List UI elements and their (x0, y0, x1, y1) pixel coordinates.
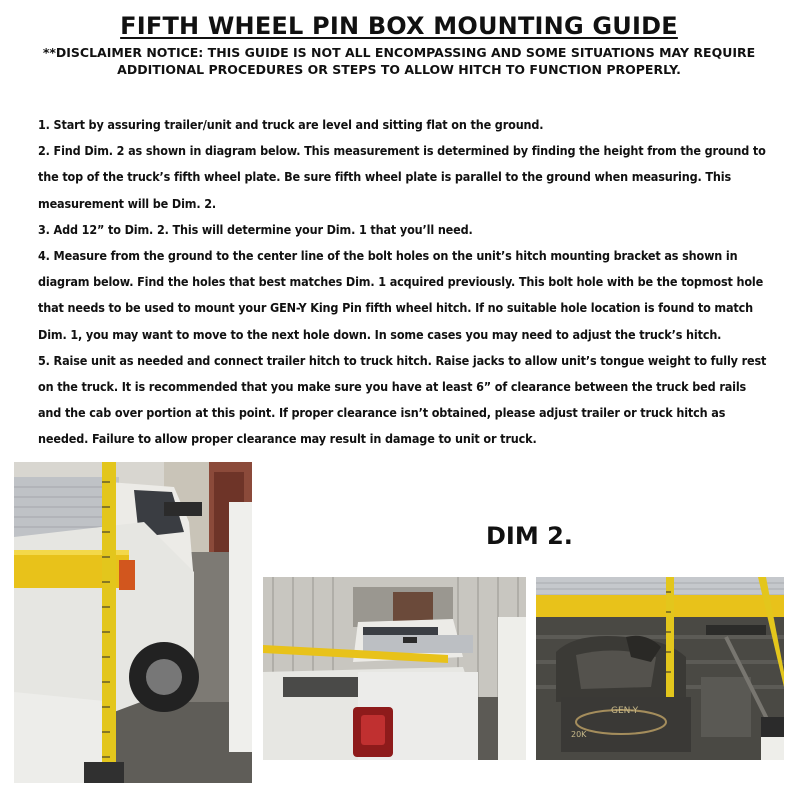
step-4: 4. Measure from the ground to the center line of the bolt holes on the unit’s hitch mounting bracket as shown in diagram below. Find the holes that best matches Dim. 1 acquired previously. This bolt hole with be the topmost hole that needs to be used to mount your GEN-Y King Pin fifth wheel hitch. If no suitable hole location is found to match Dim. 1, you may want to move to the next hole down. In some cases you may need to adjust the truck’s hitch. (38, 248, 764, 342)
disclaimer-notice: **DISCLAIMER NOTICE: THIS GUIDE IS NOT ALL ENCOMPASSING AND SOME SITUATIONS MAY REQUIRE ADDITIONAL PROCEDURES OR STEPS TO ALLOW HITCH TO FUNCTION PROPERLY. (42, 45, 756, 77)
truck-bed-rear-view-photo (263, 577, 526, 760)
hitch-marking-genY: GEN-Y (611, 706, 639, 716)
step-1: 1. Start by assuring trailer/unit and truck are level and sitting flat on the ground. (38, 117, 544, 132)
hitch-marking-20k: 20K (571, 730, 587, 739)
instruction-steps (38, 112, 768, 453)
step-3: 3. Add 12” to Dim. 2. This will determine your Dim. 1 that you’ll need. (38, 221, 473, 237)
page-title-text: FIFTH WHEEL PIN BOX MOUNTING GUIDE (120, 12, 678, 40)
dim-2-label: DIM 2. (486, 522, 573, 550)
truck-side-measurement-photo (14, 462, 252, 783)
step-5: 5. Raise unit as needed and connect trailer hitch to truck hitch. Raise jacks to allow unit’s tongue weight to fully rest on the truck. It is recommended that you make sure you have at least 6” of clearance between the truck bed rails and the cab over portion at this point. If proper clearance isn’t obtained, please adjust trailer or truck hitch as needed. Failure to allow proper clearance may result in damage to unit or truck. (38, 352, 767, 447)
fifth-wheel-hitch-measurement-photo (536, 577, 784, 760)
page-title (0, 12, 798, 40)
step-2: 2. Find Dim. 2 as shown in diagram below. This measurement is determined by finding the height from the ground to the top of the truck’s fifth wheel plate. Be sure fifth wheel plate is parallel to the ground when measuring. This measurement will be Dim. 2. (38, 143, 766, 211)
